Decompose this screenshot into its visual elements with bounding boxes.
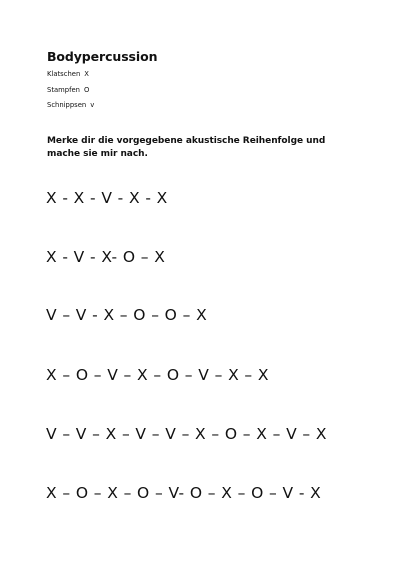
legend-label: Schnippsen — [47, 101, 87, 109]
rhythm-pattern-1: X - X - V - X - X — [46, 189, 168, 207]
rhythm-pattern-4: X – O – V – X – O – V – X – X — [46, 366, 269, 384]
worksheet-title: Bodypercussion — [47, 49, 158, 64]
legend-item-stampfen — [47, 86, 89, 94]
rhythm-pattern-5: V – V – X – V – V – X – O – X – V – X — [46, 425, 327, 443]
legend-symbol: X — [84, 70, 89, 78]
legend-item-schnippsen — [47, 101, 94, 109]
legend-symbol: v — [90, 101, 95, 109]
instruction-text: Merke dir die vorgegebene akustische Reihenfolge und mache sie mir nach. — [47, 136, 326, 159]
legend-label: Stampfen — [47, 86, 80, 94]
rhythm-pattern-3: V – V - X – O – O – X — [46, 306, 208, 324]
rhythm-pattern-6: X – O – X – O – V- O – X – O – V - X — [46, 484, 322, 502]
rhythm-pattern-2: X - V - X- O – X — [46, 248, 166, 266]
legend-item-klatschen — [47, 70, 89, 78]
legend-symbol: O — [83, 86, 90, 94]
legend-label: Klatschen — [47, 70, 81, 78]
